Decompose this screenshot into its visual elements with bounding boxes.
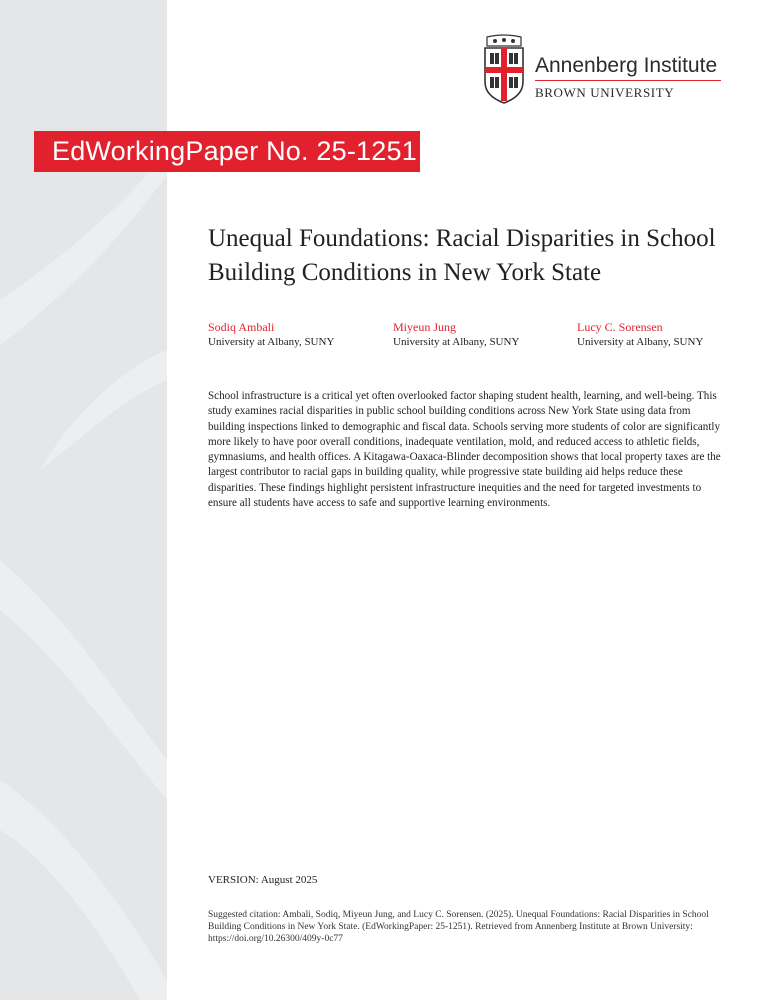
version-label: VERSION: August 2025 [208, 874, 318, 886]
author-block [208, 320, 334, 350]
author-name: Sodiq Ambali [208, 320, 275, 334]
institution-name: Annenberg Institute [535, 54, 718, 77]
brown-shield-icon [483, 34, 525, 104]
author-block [393, 320, 519, 350]
paper-title: Unequal Foundations: Racial Disparities in School Building Conditions in New York State [208, 225, 716, 286]
abstract: School infrastructure is a critical yet often overlooked factor shaping student health, learning, and well-being. This study examines racial disparities in public school building conditions across New York State using data from building inspections linked to demographic and fiscal data. Schools serving more students of color are significantly more likely to have poor overall conditions, inadequate ventilation, mold, and reduced access to athletic fields, gymnasiums, and health offices. A Kitagawa-Oaxaca-Blinder decomposition shows that local property taxes are the largest contributor to racial gaps in building quality, while progressive state building aid helps reduce these disparities. These findings highlight persistent infrastructure inequities and the need for targeted investments to ensure all students have access to safe and supportive learning environments. [208, 390, 721, 510]
author-name: Lucy C. Sorensen [577, 320, 663, 334]
logo-divider [535, 80, 721, 81]
institution-subname: BROWN UNIVERSITY [535, 85, 675, 100]
institution-logo [483, 34, 733, 106]
author-affiliation: University at Albany, SUNY [577, 336, 704, 348]
series-label: EdWorkingPaper No. 25-1251 [34, 131, 420, 172]
suggested-citation: Suggested citation: Ambali, Sodiq, Miyeun Jung, and Lucy C. Sorensen. (2025). Unequal Foundations: Racial Disparities in School Building Conditions in New York State. (EdWorkingPaper: 25-1251). Retrieved from Annenberg Institute at Brown University: https://doi.org/10.26300/409y-0c77 [208, 910, 709, 945]
author-affiliation: University at Albany, SUNY [208, 336, 335, 348]
author-name: Miyeun Jung [393, 320, 456, 334]
author-affiliation: University at Albany, SUNY [393, 336, 520, 348]
author-block [577, 320, 703, 350]
